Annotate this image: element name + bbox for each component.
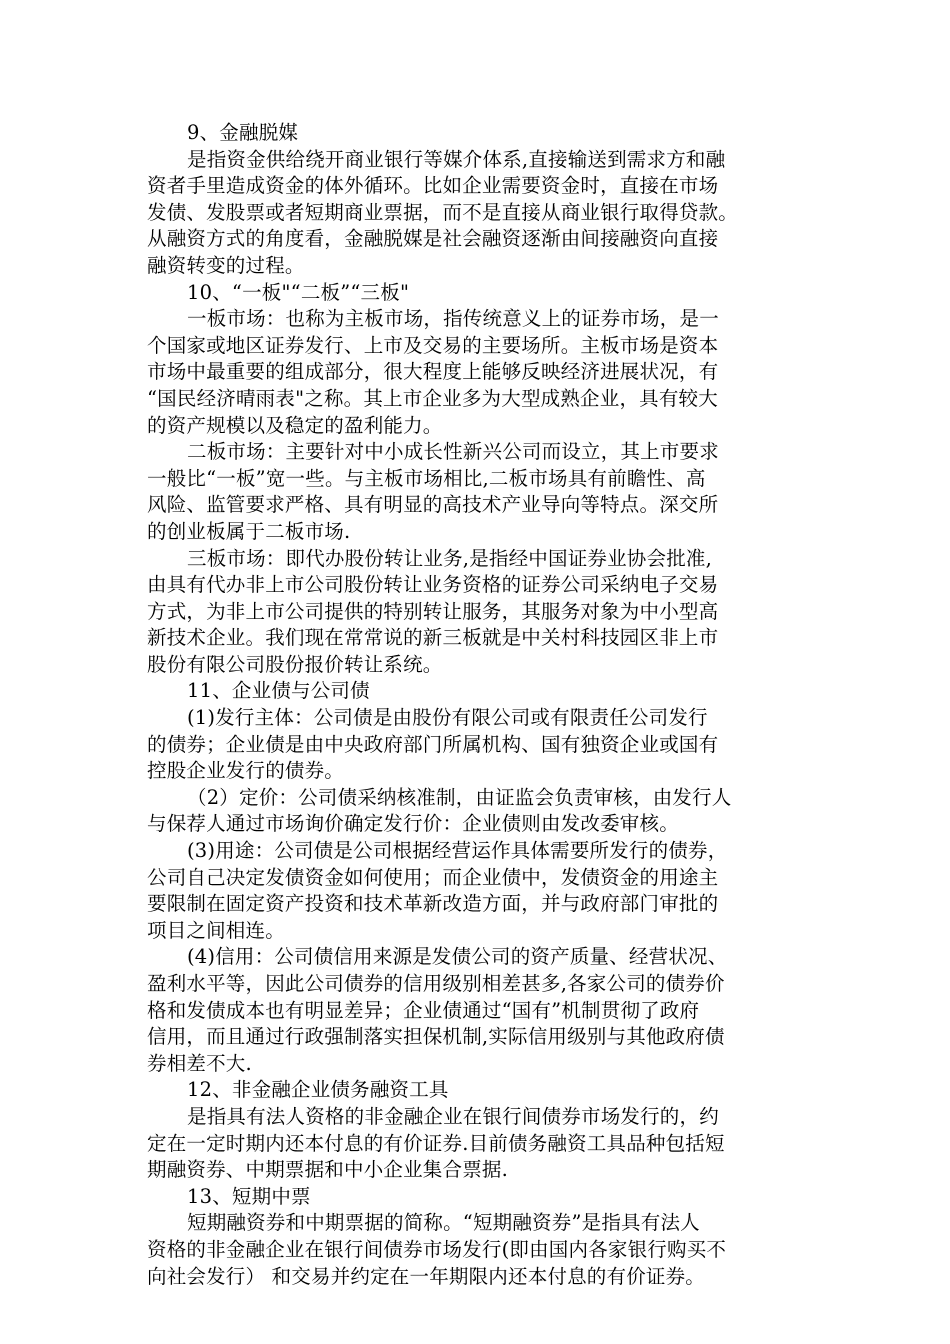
- text-line: 的创业板属于二板市场.: [147, 519, 351, 543]
- text-line: 个国家或地区证券发行、上市及交易的主要场所。主板市场是资本: [147, 333, 719, 357]
- text-line: “国民经济晴雨表"之称。其上市企业多为大型成熟企业，具有较大: [147, 386, 718, 410]
- text-line: 信用，而且通过行政强制落实担保机制,实际信用级别与其他政府债: [147, 1025, 725, 1049]
- text-line: 控股企业发行的债券。: [147, 759, 345, 783]
- text-line: 短期融资券和中期票据的简称。“短期融资券”是指具有法人: [187, 1211, 700, 1235]
- text-line: 13、短期中票: [187, 1184, 311, 1208]
- text-line: 12、非金融企业债务融资工具: [187, 1078, 449, 1102]
- text-line: 的债券；企业债是由中央政府部门所属机构、国有独资企业或国有: [147, 732, 719, 756]
- text-line: 是指具有法人资格的非金融企业在银行间债券市场发行的，约: [187, 1104, 719, 1128]
- text-line: 由具有代办非上市公司股份转让业务资格的证券公司采纳电子交易: [147, 573, 719, 597]
- text-line: 一板市场：也称为主板市场，指传统意义上的证券市场，是一: [187, 307, 719, 331]
- text-line: 10、“一板"“二板”“三板": [187, 280, 410, 304]
- text-line: (1)发行主体：公司债是由股份有限公司或有限责任公司发行: [187, 706, 708, 730]
- text-line: 三板市场：即代办股份转让业务,是指经中国证券业协会批准,: [187, 546, 712, 570]
- text-line: 要限制在固定资产投资和技术革新改造方面，并与政府部门审批的: [147, 892, 719, 916]
- text-line: 资格的非金融企业在银行间债券市场发行(即由国内各家银行购买不: [147, 1237, 727, 1261]
- text-line: 二板市场：主要针对中小成长性新兴公司而设立，其上市要求: [187, 440, 719, 464]
- text-line: 是指资金供给绕开商业银行等媒介体系,直接输送到需求方和融: [187, 147, 726, 171]
- text-line: 盈利水平等，因此公司债券的信用级别相差甚多,各家公司的债券价: [147, 972, 725, 995]
- text-line: (3)用途：公司债是公司根据经营运作具体需要所发行的债券，: [187, 839, 728, 863]
- text-line: 的资产规模以及稳定的盈利能力。: [147, 413, 443, 437]
- text-line: 格和发债成本也有明显差异；企业债通过“国有”机制贯彻了政府: [147, 998, 700, 1022]
- text-line: (4)信用：公司债信用来源是发债公司的资产质量、经营状况、: [187, 945, 728, 969]
- text-line: 风险、监管要求严格、具有明显的高技术产业导向等特点。深交所: [147, 493, 719, 517]
- text-line: 项目之间相连。: [147, 918, 285, 942]
- text-line: （2）定价：公司债采纳核准制，由证监会负责审核，由发行人: [187, 785, 732, 809]
- document-body: [147, 120, 817, 1290]
- text-line: 一般比“一板”宽一些。与主板市场相比,二板市场具有前瞻性、高: [147, 466, 706, 490]
- text-line: 定在一定时期内还本付息的有价证券.目前债务融资工具品种包括短: [147, 1131, 725, 1155]
- text-line: 从融资方式的角度看，金融脱媒是社会融资逐渐由间接融资向直接: [147, 227, 719, 251]
- text-line: 股份有限公司股份报价转让系统。: [147, 652, 443, 676]
- text-line: 与保荐人通过市场询价确定发行价：企业债则由发改委审核。: [147, 812, 679, 836]
- text-line: 公司自己决定发债资金如何使用；而企业债中，发债资金的用途主: [147, 865, 719, 889]
- text-line: 市场中最重要的组成部分，很大程度上能够反映经济进展状况，有: [147, 360, 719, 384]
- text-line: 券相差不大.: [147, 1051, 252, 1075]
- text-line: 11、企业债与公司债: [187, 679, 370, 703]
- text-line: 发债、发股票或者短期商业票据，而不是直接从商业银行取得贷款。: [147, 200, 739, 224]
- text-line: 资者手里造成资金的体外循环。比如企业需要资金时，直接在市场: [147, 174, 719, 198]
- text-line: 期融资券、中期票据和中小企业集合票据.: [147, 1158, 508, 1182]
- text-line: 方式，为非上市公司提供的特别转让服务，其服务对象为中小型高: [147, 599, 719, 623]
- text-line: 融资转变的过程。: [147, 253, 305, 277]
- text-line: 新技术企业。我们现在常常说的新三板就是中关村科技园区非上市: [147, 626, 719, 650]
- text-line: 9、金融脱媒: [187, 121, 299, 144]
- text-line: 向社会发行） 和交易并约定在一年期限内还本付息的有价证券。: [147, 1264, 705, 1288]
